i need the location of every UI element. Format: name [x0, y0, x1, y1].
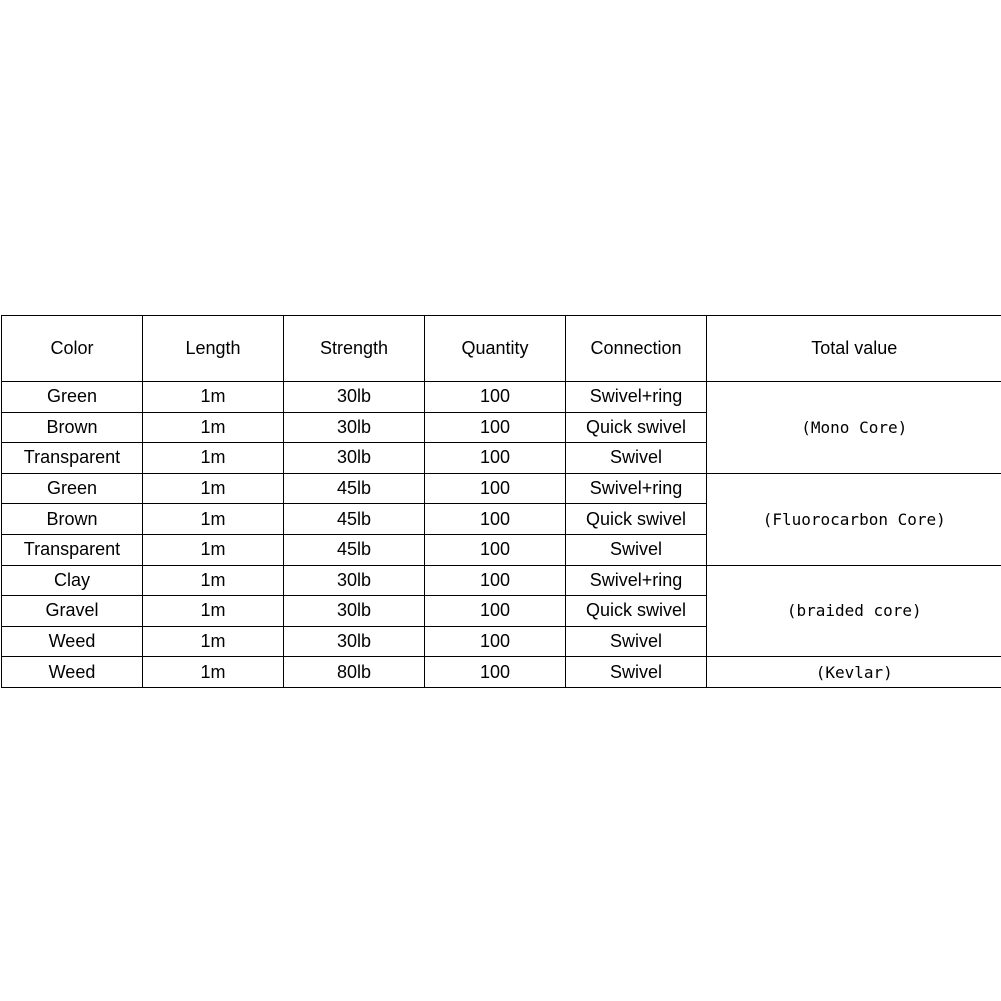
table-row: [2, 565, 1001, 596]
cell-length: 1m: [143, 565, 284, 596]
cell-connection: Swivel+ring: [566, 565, 707, 596]
cell-strength: 30lb: [284, 626, 425, 657]
cell-color: Green: [2, 473, 143, 504]
cell-strength: 30lb: [284, 443, 425, 474]
header-quantity: Quantity: [425, 316, 566, 382]
cell-strength: 80lb: [284, 657, 425, 688]
cell-strength: 45lb: [284, 504, 425, 535]
cell-quantity: 100: [425, 382, 566, 413]
cell-quantity: 100: [425, 596, 566, 627]
cell-connection: Swivel: [566, 626, 707, 657]
cell-length: 1m: [143, 412, 284, 443]
cell-length: 1m: [143, 382, 284, 413]
cell-strength: 45lb: [284, 473, 425, 504]
cell-quantity: 100: [425, 504, 566, 535]
cell-color: Gravel: [2, 596, 143, 627]
header-row: [2, 316, 1001, 382]
header-strength: Strength: [284, 316, 425, 382]
cell-strength: 30lb: [284, 382, 425, 413]
cell-quantity: 100: [425, 412, 566, 443]
table-row: [2, 382, 1001, 413]
table-row: [2, 657, 1001, 688]
cell-color: Weed: [2, 657, 143, 688]
cell-strength: 30lb: [284, 596, 425, 627]
cell-strength: 30lb: [284, 565, 425, 596]
cell-quantity: 100: [425, 565, 566, 596]
cell-connection: Swivel+ring: [566, 473, 707, 504]
cell-length: 1m: [143, 657, 284, 688]
cell-color: Green: [2, 382, 143, 413]
cell-connection: Swivel+ring: [566, 382, 707, 413]
header-total-value: Total value: [707, 316, 1001, 382]
cell-connection: Swivel: [566, 657, 707, 688]
cell-color: Weed: [2, 626, 143, 657]
cell-connection: Quick swivel: [566, 504, 707, 535]
cell-color: Brown: [2, 412, 143, 443]
header-connection: Connection: [566, 316, 707, 382]
cell-color: Transparent: [2, 534, 143, 565]
group-mono-core: (Mono Core): [707, 382, 1001, 474]
cell-color: Transparent: [2, 443, 143, 474]
cell-quantity: 100: [425, 626, 566, 657]
cell-strength: 45lb: [284, 534, 425, 565]
cell-length: 1m: [143, 504, 284, 535]
cell-quantity: 100: [425, 534, 566, 565]
cell-connection: Swivel: [566, 443, 707, 474]
cell-strength: 30lb: [284, 412, 425, 443]
cell-color: Brown: [2, 504, 143, 535]
cell-quantity: 100: [425, 443, 566, 474]
cell-length: 1m: [143, 626, 284, 657]
cell-length: 1m: [143, 596, 284, 627]
cell-length: 1m: [143, 534, 284, 565]
header-length: Length: [143, 316, 284, 382]
cell-connection: Swivel: [566, 534, 707, 565]
cell-connection: Quick swivel: [566, 596, 707, 627]
group-braided-core: (braided core): [707, 565, 1001, 657]
spec-table: [1, 315, 1001, 688]
group-fluorocarbon-core: (Fluorocarbon Core): [707, 473, 1001, 565]
cell-length: 1m: [143, 443, 284, 474]
table-row: [2, 473, 1001, 504]
cell-connection: Quick swivel: [566, 412, 707, 443]
cell-quantity: 100: [425, 473, 566, 504]
cell-color: Clay: [2, 565, 143, 596]
cell-length: 1m: [143, 473, 284, 504]
cell-quantity: 100: [425, 657, 566, 688]
header-color: Color: [2, 316, 143, 382]
group-kevlar: (Kevlar): [707, 657, 1001, 688]
